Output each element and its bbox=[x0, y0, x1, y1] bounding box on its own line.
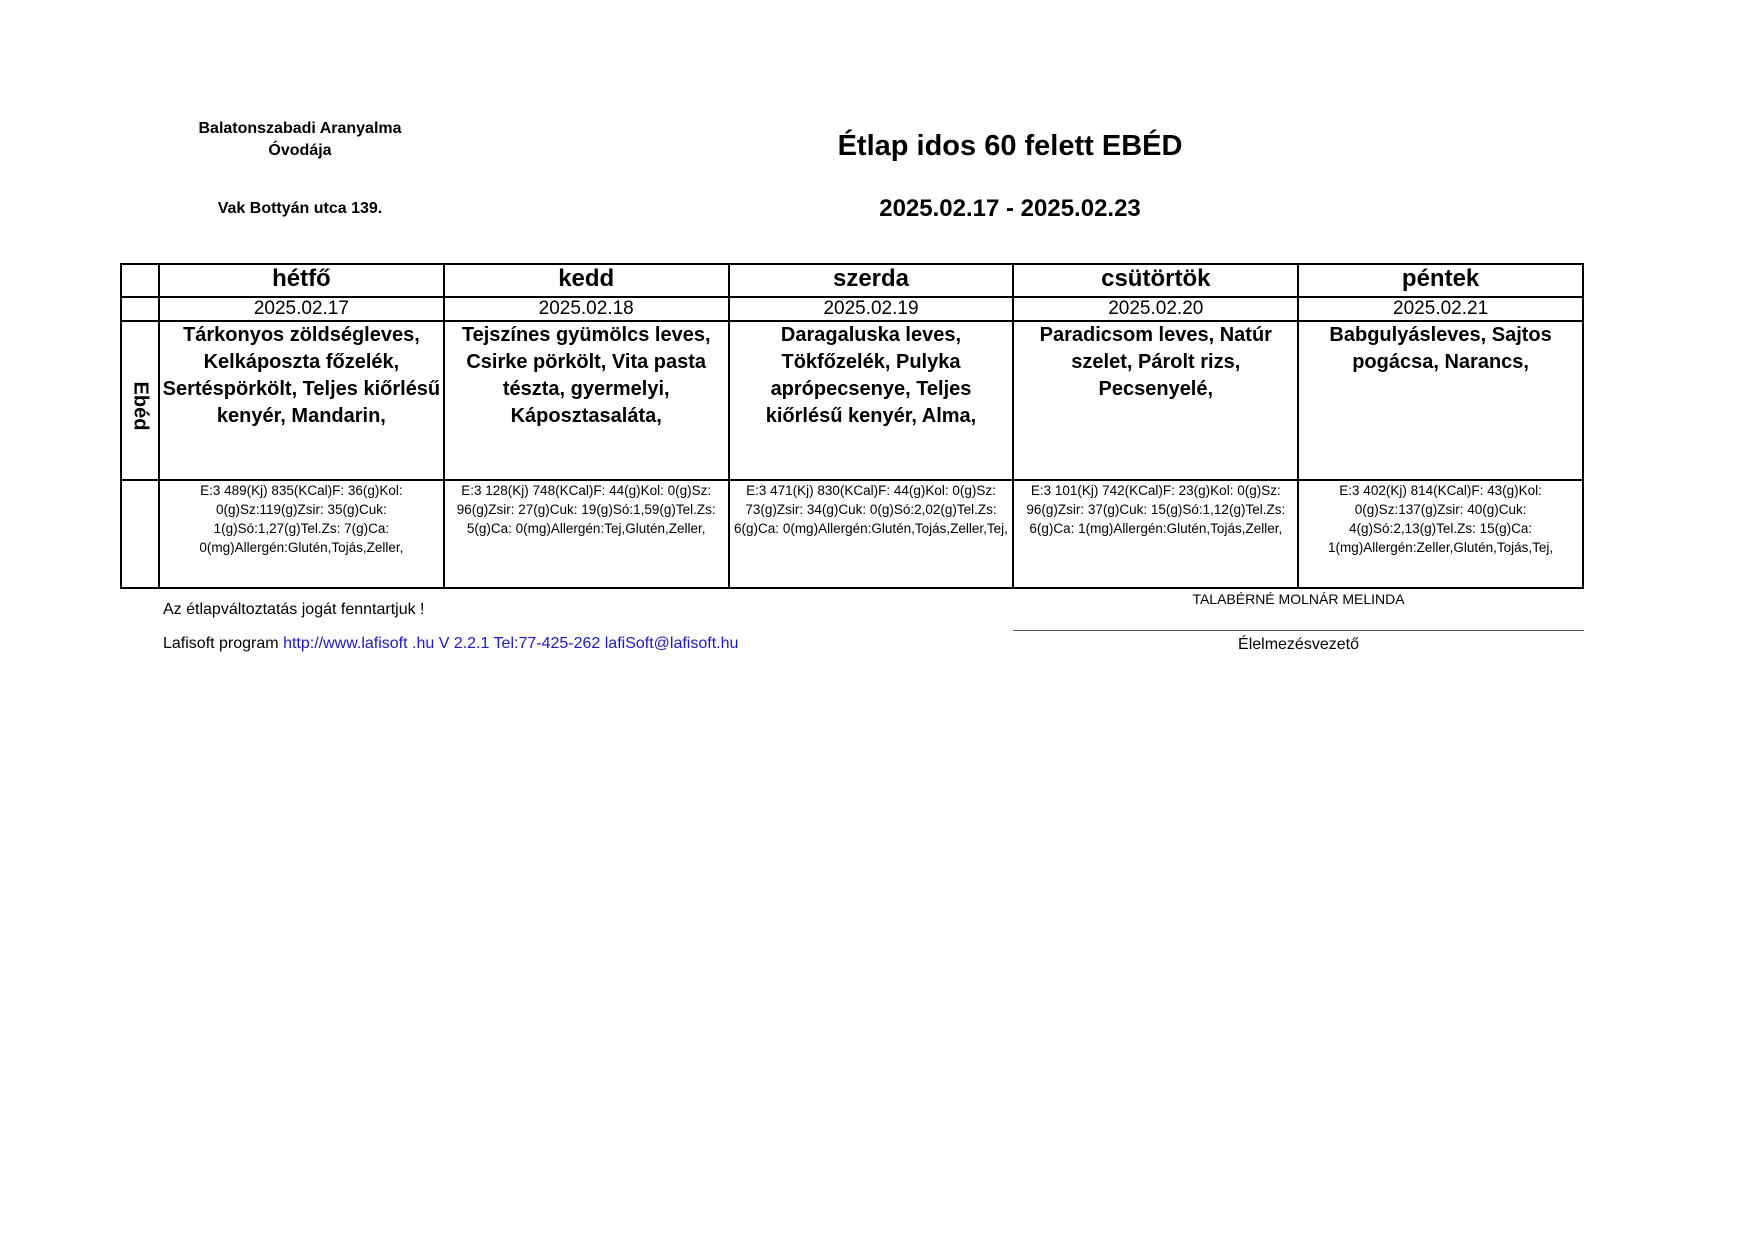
dishes-row bbox=[121, 321, 1583, 480]
date-tuesday: 2025.02.18 bbox=[444, 297, 729, 321]
date-monday: 2025.02.17 bbox=[159, 297, 444, 321]
meal-label: Ebéd bbox=[129, 381, 152, 431]
date-wednesday: 2025.02.19 bbox=[729, 297, 1014, 321]
institution-name bbox=[170, 118, 430, 162]
day-name-tuesday: kedd bbox=[444, 264, 729, 297]
weekly-menu-table bbox=[120, 263, 1584, 589]
day-name-row bbox=[121, 264, 1583, 297]
dishes-thursday: Paradicsom leves, Natúr szelet, Párolt rizs, Pecsenyelé, bbox=[1013, 321, 1298, 480]
signer-role: Élelmezésvezető bbox=[1238, 636, 1359, 653]
dishes-monday: Tárkonyos zöldségleves, Kelkáposzta főzelék, Sertéspörkölt, Teljes kiőrlésű kenyér, Mandarin, bbox=[159, 321, 444, 480]
nutrition-wednesday: E:3 471(Kj) 830(KCal)F: 44(g)Kol: 0(g)Sz: 73(g)Zsir: 34(g)Cuk: 0(g)Só:2,02(g)Tel.Zs: 6(g)Ca: 0(mg)Allergén:Glutén,Tojás,Zeller,Tej, bbox=[729, 480, 1014, 588]
program-info bbox=[163, 635, 738, 653]
nutrition-label-cell bbox=[121, 480, 159, 588]
day-name-thursday: csütörtök bbox=[1013, 264, 1298, 297]
date-row-label-cell bbox=[121, 297, 159, 321]
nutrition-row bbox=[121, 480, 1583, 588]
program-link[interactable]: http://www.lafisoft .hu V 2.2.1 Tel:77-425-262 lafiSoft@lafisoft.hu bbox=[283, 635, 739, 652]
day-name-wednesday: szerda bbox=[729, 264, 1014, 297]
signer-name: TALABÉRNÉ MOLNÁR MELINDA bbox=[1192, 591, 1405, 607]
institution-name-line2: Óvodája bbox=[268, 142, 332, 159]
day-name-friday: péntek bbox=[1298, 264, 1583, 297]
menu-change-note: Az étlapváltoztatás jogát fenntartjuk ! bbox=[163, 601, 425, 618]
dishes-friday: Babgulyásleves, Sajtos pogácsa, Narancs, bbox=[1298, 321, 1583, 480]
dishes-wednesday: Daragaluska leves, Tökfőzelék, Pulyka aprópecsenye, Teljes kiőrlésű kenyér, Alma, bbox=[729, 321, 1014, 480]
day-name-monday: hétfő bbox=[159, 264, 444, 297]
nutrition-monday: E:3 489(Kj) 835(KCal)F: 36(g)Kol: 0(g)Sz:119(g)Zsir: 35(g)Cuk: 1(g)Só:1,27(g)Tel.Zs: 7(g)Ca: 0(mg)Allergén:Glutén,Tojás,Zeller, bbox=[159, 480, 444, 588]
nutrition-thursday: E:3 101(Kj) 742(KCal)F: 23(g)Kol: 0(g)Sz: 96(g)Zsir: 37(g)Cuk: 15(g)Só:1,12(g)Tel.Zs: 6(g)Ca: 1(mg)Allergén:Glutén,Tojás,Zeller, bbox=[1013, 480, 1298, 588]
date-row bbox=[121, 297, 1583, 321]
nutrition-tuesday: E:3 128(Kj) 748(KCal)F: 44(g)Kol: 0(g)Sz: 96(g)Zsir: 27(g)Cuk: 19(g)Só:1,59(g)Tel.Zs: 5(g)Ca: 0(mg)Allergén:Tej,Glutén,Zeller, bbox=[444, 480, 729, 588]
menu-period: 2025.02.17 - 2025.02.23 bbox=[879, 195, 1141, 222]
date-thursday: 2025.02.20 bbox=[1013, 297, 1298, 321]
dishes-tuesday: Tejszínes gyümölcs leves, Csirke pörkölt, Vita pasta tészta, gyermelyi, Káposztasaláta, bbox=[444, 321, 729, 480]
corner-cell bbox=[121, 264, 159, 297]
institution-address: Vak Bottyán utca 139. bbox=[217, 200, 383, 217]
institution-name-line1: Balatonszabadi Aranyalma bbox=[198, 120, 402, 137]
meal-label-cell bbox=[121, 321, 159, 480]
program-label: Lafisoft program bbox=[163, 635, 284, 652]
nutrition-friday: E:3 402(Kj) 814(KCal)F: 43(g)Kol: 0(g)Sz:137(g)Zsir: 40(g)Cuk: 4(g)Só:2,13(g)Tel.Zs: 15(g)Ca: 1(mg)Allergén:Zeller,Glutén,Tojás,Tej, bbox=[1298, 480, 1583, 588]
page-title: Étlap idos 60 felett EBÉD bbox=[837, 130, 1183, 162]
signature-line bbox=[1013, 630, 1584, 631]
date-friday: 2025.02.21 bbox=[1298, 297, 1583, 321]
